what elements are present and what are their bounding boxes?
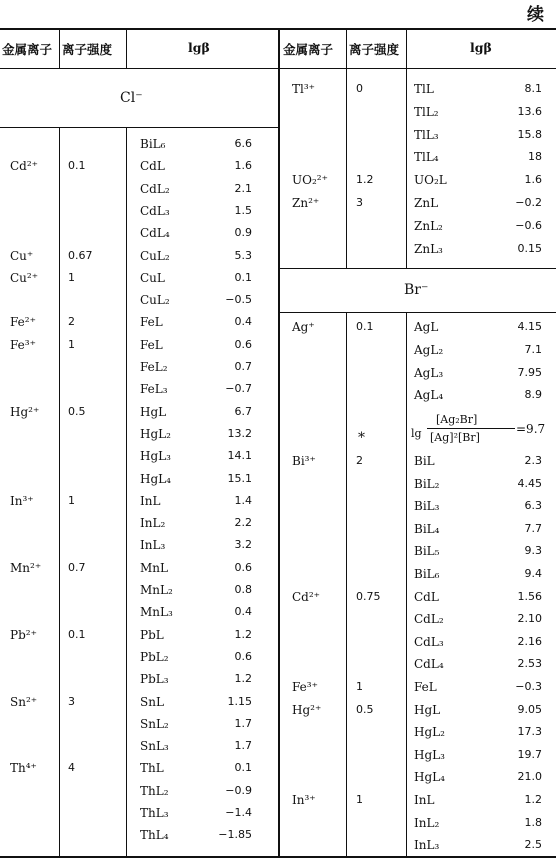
species: SnL [140, 694, 164, 709]
species: PbL [140, 627, 164, 642]
log-beta-value: 0.15 [517, 241, 542, 255]
ionic-strength: 3 [68, 694, 75, 708]
fraction-value: =9.7 [516, 422, 546, 436]
species: InL₃ [140, 538, 166, 553]
log-beta-value: 2.2 [234, 516, 252, 530]
species: HgL₂ [140, 426, 171, 441]
fraction-denominator: [Ag]²[Br] [430, 431, 480, 444]
species: CuL₂ [140, 248, 170, 263]
log-beta-value: 8.9 [524, 388, 542, 402]
br-section-rule [279, 268, 556, 269]
ionic-strength: 2 [68, 315, 75, 329]
cl-section-rule [0, 127, 278, 128]
species: CdL [414, 589, 439, 604]
species: CdL₂ [414, 612, 444, 627]
log-beta-value: 2.1 [234, 181, 252, 195]
species: CdL₄ [140, 226, 170, 241]
ionic-strength: 4 [68, 761, 75, 775]
log-beta-value: 4.45 [517, 476, 542, 490]
species: BiL₆ [140, 137, 166, 151]
metal-ion: Bi³⁺ [292, 454, 316, 468]
species: HgL₃ [140, 449, 171, 464]
log-beta-value: 2.10 [517, 612, 542, 626]
col-divider-right-1 [346, 29, 347, 269]
metal-ion: Mn²⁺ [10, 560, 42, 575]
species: InL [414, 793, 435, 807]
log-beta-value: 19.7 [517, 747, 542, 761]
fraction-numerator: [Ag₂Br] [436, 413, 478, 426]
log-beta-value: 13.2 [227, 426, 252, 440]
species: MnL [140, 560, 168, 575]
log-beta-value: −0.6 [515, 218, 542, 232]
section-bromide: Br⁻ [404, 282, 429, 298]
species: FeL [414, 680, 437, 694]
species: TlL₃ [414, 127, 439, 142]
ionic-strength: 3 [356, 196, 363, 209]
species: FeL₂ [140, 360, 168, 374]
log-beta-value: −1.85 [218, 828, 252, 842]
species: BiL₆ [414, 567, 440, 581]
metal-ion: Fe²⁺ [10, 315, 36, 330]
log-beta-value: 7.95 [517, 365, 542, 379]
log-beta-value: 14.1 [227, 449, 252, 463]
species: FeL [140, 315, 163, 330]
log-beta-value: 0.6 [234, 337, 252, 351]
col-divider-right-1b [346, 313, 347, 857]
log-beta-value: 6.3 [524, 499, 542, 513]
log-beta-value: 0.9 [234, 226, 252, 240]
species: PbL₂ [140, 649, 169, 664]
log-beta-value: 5.3 [234, 248, 252, 262]
species: ThL [140, 761, 164, 776]
species: PbL₃ [140, 672, 169, 687]
species: CuL₂ [140, 293, 170, 308]
log-beta-value: 2.5 [524, 838, 542, 852]
header-metal-right: 金属离子 [283, 42, 334, 57]
species: BiL₂ [414, 476, 440, 491]
species: HgL₄ [140, 471, 171, 486]
log-beta-value: 1.7 [234, 739, 252, 753]
metal-ion: Hg²⁺ [10, 404, 40, 419]
log-beta-value: 2.53 [517, 657, 542, 671]
species: AgL₄ [414, 388, 444, 403]
ionic-strength: 1 [68, 493, 75, 507]
species: BiL₄ [414, 521, 440, 536]
ionic-strength: 1 [356, 680, 363, 693]
metal-ion: Fe³⁺ [292, 680, 318, 694]
log-beta-value: 1.6 [234, 159, 252, 173]
ionic-strength: 0.5 [356, 702, 374, 716]
species: InL₃ [414, 838, 440, 853]
log-beta-value: 7.1 [524, 342, 542, 356]
ionic-strength: 1 [356, 793, 363, 806]
col-divider-left-1 [59, 29, 60, 69]
species: CuL [140, 270, 165, 285]
log-beta-value: 6.7 [234, 404, 252, 418]
log-beta-value: 0.1 [234, 761, 252, 775]
metal-ion: Tl³⁺ [292, 82, 315, 96]
species: BiL₅ [414, 544, 440, 559]
metal-ion: In³⁺ [10, 493, 34, 508]
metal-ion: In³⁺ [292, 793, 316, 807]
log-beta-value: 0.4 [234, 315, 252, 329]
species: HgL [140, 404, 167, 419]
center-divider [278, 29, 280, 857]
log-beta-value: 0.7 [234, 360, 252, 373]
log-beta-value: 0.6 [234, 649, 252, 663]
species: ZnL₃ [414, 241, 443, 256]
log-beta-value: 1.56 [517, 589, 542, 603]
log-beta-value: −0.7 [225, 382, 252, 396]
log-beta-value: 0.6 [234, 560, 252, 574]
metal-ion: Sn²⁺ [10, 694, 38, 709]
fraction-prefix: lg [411, 427, 422, 440]
species: HgL [414, 702, 441, 717]
log-beta-value: 9.3 [524, 544, 542, 558]
metal-ion: Cd²⁺ [292, 589, 321, 604]
log-beta-value: 4.15 [517, 320, 542, 333]
ionic-strength: 0.75 [356, 589, 381, 603]
species: CdL₂ [140, 181, 170, 196]
species: ZnL [414, 196, 439, 210]
log-beta-value: 1.5 [234, 203, 252, 217]
br-under-rule [279, 312, 556, 313]
col-divider-left-2b [126, 128, 127, 857]
species: TlL₄ [414, 150, 439, 165]
fraction-bar [427, 428, 515, 429]
ionic-strength: 0.7 [68, 560, 86, 574]
log-beta-value: 8.1 [524, 82, 542, 95]
species: MnL₃ [140, 605, 173, 620]
ionic-strength: 0.1 [356, 320, 374, 333]
continued-mark: 续 [527, 5, 544, 25]
species: BiL [414, 454, 435, 468]
log-beta-value: 17.3 [517, 725, 542, 739]
species: ThL₂ [140, 783, 169, 798]
log-beta-value: −0.2 [515, 196, 542, 209]
species: CdL [140, 159, 165, 174]
header-ionic-left: 离子强度 [62, 42, 113, 57]
species: InL₂ [414, 815, 440, 830]
log-beta-value: 7.7 [524, 521, 542, 535]
log-beta-value: 1.2 [524, 793, 542, 806]
header-metal-left: 金属离子 [2, 42, 53, 57]
species: CdL₃ [140, 203, 170, 218]
species: HgL₃ [414, 747, 445, 762]
log-beta-value: 1.2 [234, 672, 252, 686]
log-beta-value: 6.6 [234, 137, 252, 150]
col-divider-right-2b [406, 313, 407, 857]
log-beta-value: −1.4 [225, 806, 252, 819]
log-beta-value: −0.3 [515, 680, 542, 693]
log-beta-value: 1.7 [234, 716, 252, 730]
log-beta-value: 1.6 [524, 173, 542, 187]
species: TlL₂ [414, 104, 439, 119]
log-beta-value: 1.4 [234, 493, 252, 507]
log-beta-value: 0.1 [234, 270, 252, 284]
metal-ion: Pb²⁺ [10, 627, 37, 642]
log-beta-value: −0.9 [225, 783, 252, 797]
metal-ion: Fe³⁺ [10, 337, 36, 352]
log-beta-value: 0.4 [234, 605, 252, 619]
log-beta-value: 1.15 [227, 694, 252, 708]
metal-ion: Cu⁺ [10, 248, 34, 263]
species: CdL₄ [414, 657, 444, 672]
log-beta-value: 0.8 [234, 583, 252, 596]
species: AgL [414, 320, 439, 334]
metal-ion: Th⁴⁺ [10, 761, 37, 776]
ionic-strength: 1 [68, 337, 75, 351]
metal-ion: Cu²⁺ [10, 270, 39, 285]
log-beta-value: 1.2 [234, 627, 252, 641]
log-beta-value: 13.6 [517, 104, 542, 118]
species: TlL [414, 82, 434, 96]
species: HgL₄ [414, 770, 445, 785]
log-beta-value: 3.2 [234, 538, 252, 552]
log-beta-value: 1.8 [524, 815, 542, 829]
header-ionic-right: 离子强度 [349, 42, 400, 57]
log-beta-value: 15.1 [227, 471, 252, 485]
metal-ion: Zn²⁺ [292, 196, 320, 210]
species: InL [140, 493, 161, 508]
footnote-star: * [358, 430, 365, 446]
log-beta-value: 2.16 [517, 634, 542, 648]
log-beta-value: −0.5 [225, 293, 252, 307]
metal-ion: UO₂²⁺ [292, 173, 328, 188]
ionic-strength: 2 [356, 454, 363, 467]
col-divider-left-1b [59, 128, 60, 857]
species: ThL₄ [140, 828, 169, 843]
metal-ion: Hg²⁺ [292, 702, 322, 717]
header-lgb-left: lgβ [188, 40, 210, 55]
species: AgL₂ [414, 342, 444, 357]
log-beta-value: 2.3 [524, 454, 542, 467]
ionic-strength: 0 [356, 82, 363, 95]
species: HgL₂ [414, 725, 445, 740]
ionic-strength: 0.5 [68, 404, 86, 418]
ionic-strength: 0.1 [68, 627, 86, 641]
species: InL₂ [140, 516, 166, 531]
col-divider-right-2 [406, 29, 407, 269]
metal-ion: Cd²⁺ [10, 159, 39, 174]
species: SnL₃ [140, 739, 169, 754]
species: UO₂L [414, 173, 447, 188]
metal-ion: Ag⁺ [292, 320, 315, 334]
ionic-strength: 1 [68, 270, 75, 284]
species: AgL₃ [414, 365, 444, 380]
log-beta-value: 9.4 [524, 567, 542, 580]
col-divider-left-2 [126, 29, 127, 69]
species: MnL₂ [140, 583, 173, 597]
header-lgb-right: lgβ [470, 40, 492, 55]
log-beta-value: 9.05 [517, 702, 542, 716]
species: FeL₃ [140, 382, 168, 397]
species: BiL₃ [414, 499, 440, 514]
species: ThL₃ [140, 806, 169, 820]
section-chloride: Cl⁻ [120, 90, 143, 106]
species: ZnL₂ [414, 218, 443, 233]
species: FeL [140, 337, 163, 352]
ionic-strength: 1.2 [356, 173, 374, 187]
ionic-strength: 0.1 [68, 159, 86, 173]
log-beta-value: 21.0 [517, 770, 542, 784]
species: CdL₃ [414, 634, 444, 649]
ionic-strength: 0.67 [68, 248, 93, 262]
log-beta-value: 18 [528, 150, 542, 164]
log-beta-value: 15.8 [517, 127, 542, 141]
species: SnL₂ [140, 716, 169, 731]
